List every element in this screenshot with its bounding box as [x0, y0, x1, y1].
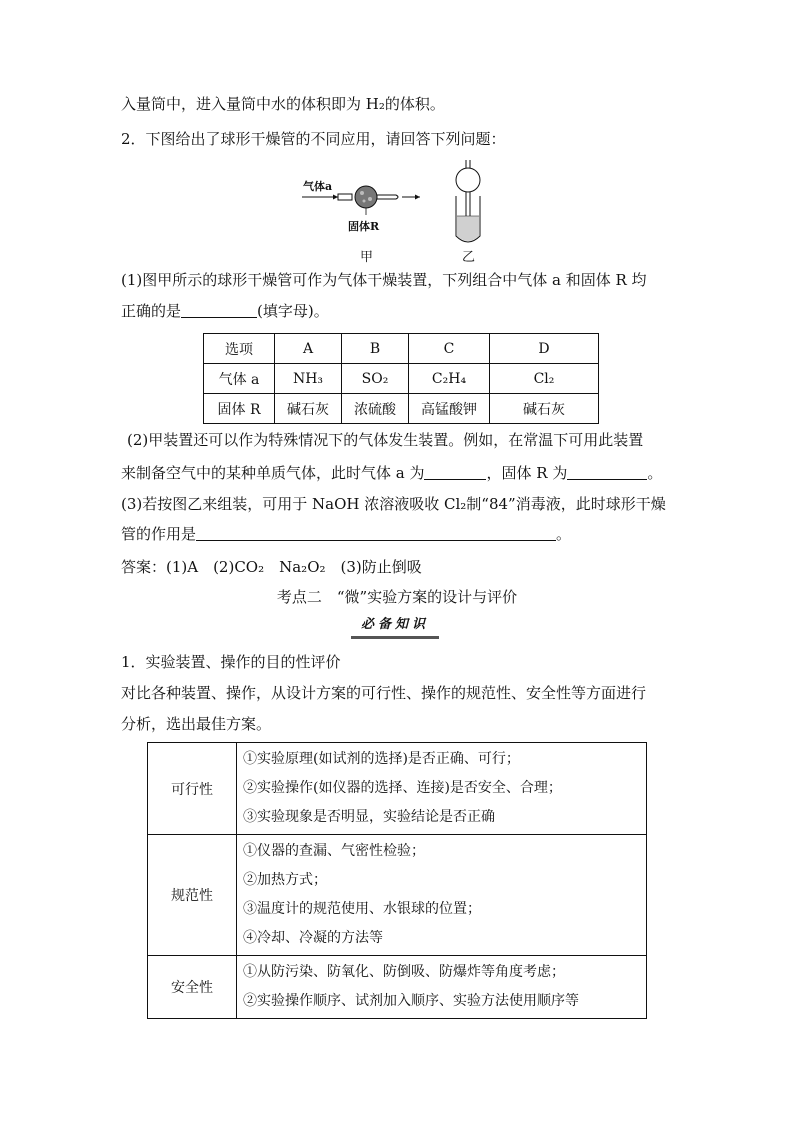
table-row — [204, 394, 599, 424]
category-cell: 规范性 — [148, 835, 237, 956]
table-cell: B — [342, 334, 409, 364]
table-row — [148, 743, 647, 835]
evaluation-table — [147, 742, 647, 1019]
list-item: ④冷却、冷凝的方法等 — [243, 930, 383, 946]
solid-r-label: 固体R — [348, 220, 380, 233]
table-cell: SO₂ — [342, 364, 409, 394]
question-3-prefix: 管的作用是 — [121, 525, 197, 543]
list-item: ③温度计的规范使用、水银球的位置； — [243, 901, 481, 917]
table-cell: 高锰酸钾 — [409, 394, 490, 424]
list-item: ②加热方式； — [243, 872, 327, 888]
figure-caption-yi: 乙 — [462, 250, 476, 265]
question-2-line-1: (2)甲装置还可以作为特殊情况下的气体发生装置。例如，在常温下可用此装置 — [127, 431, 644, 449]
category-cell: 安全性 — [148, 956, 237, 1019]
items-cell — [237, 835, 647, 956]
table-cell: 碱石灰 — [490, 394, 599, 424]
table-cell: 选项 — [204, 334, 275, 364]
table-cell: A — [275, 334, 342, 364]
drying-tube-figure — [300, 160, 520, 270]
question-1-suffix: (填字母)。 — [257, 302, 329, 320]
table-cell: 浓硫酸 — [342, 394, 409, 424]
question-1-line-2 — [121, 299, 681, 323]
option-table — [203, 333, 599, 424]
category-cell: 可行性 — [148, 743, 237, 835]
answer-blank-2b — [567, 463, 647, 480]
section-banner: 必备知识 — [351, 614, 439, 639]
point-1-title: 1．实验装置、操作的目的性评价 — [121, 653, 341, 671]
list-item: ①从防污染、防氧化、防倒吸、防爆炸等角度考虑； — [243, 964, 565, 980]
question-3-suffix: 。 — [556, 525, 572, 543]
point-1-body-line-2: 分析，选出最佳方案。 — [121, 715, 272, 733]
drying-tube-diagram — [300, 160, 520, 270]
question-3-line-2 — [121, 522, 681, 546]
question-1-line-1: (1)图甲所示的球形干燥管可作为气体干燥装置，下列组合中气体 a 和固体 R 均 — [121, 271, 647, 289]
question-2-line-2 — [121, 461, 681, 485]
table-cell: C₂H₄ — [409, 364, 490, 394]
table-row — [148, 956, 647, 1019]
items-cell — [237, 743, 647, 835]
question-2-middle: ，固体 R 为 — [486, 464, 568, 482]
list-item: ①仪器的查漏、气密性检验； — [243, 843, 425, 859]
table-cell: NH₃ — [275, 364, 342, 394]
point-1-body-line-1: 对比各种装置、操作，从设计方案的可行性、操作的规范性、安全性等方面进行 — [121, 684, 647, 702]
items-cell — [237, 956, 647, 1019]
table-cell: Cl₂ — [490, 364, 599, 394]
question-2-suffix: 。 — [647, 464, 663, 482]
table-cell: 碱石灰 — [275, 394, 342, 424]
gas-a-label: 气体a — [303, 180, 333, 193]
question-2-prefix: 来制备空气中的某种单质气体，此时气体 a 为 — [121, 464, 425, 482]
figure-caption-jia: 甲 — [360, 250, 374, 265]
table-cell: D — [490, 334, 599, 364]
question-1-prefix: 正确的是 — [121, 302, 182, 320]
list-item: ③实验现象是否明显，实验结论是否正确 — [243, 809, 495, 825]
answer-blank-1 — [181, 301, 257, 318]
answer-line: 答案：(1)A (2)CO₂ Na₂O₂ (3)防止倒吸 — [121, 558, 422, 576]
table-row — [148, 835, 647, 956]
list-item: ①实验原理(如试剂的选择)是否正确、可行； — [243, 751, 520, 767]
list-item: ②实验操作顺序、试剂加入顺序、实验方法使用顺序等 — [243, 993, 579, 1009]
section-title: 考点二 “微”实验方案的设计与评价 — [276, 588, 518, 606]
question-2-intro: 2．下图给出了球形干燥管的不同应用，请回答下列问题： — [121, 130, 506, 148]
list-item: ②实验操作(如仪器的选择、连接)是否安全、合理； — [243, 780, 562, 796]
table-cell: C — [409, 334, 490, 364]
question-3-line-1: (3)若按图乙来组装，可用于 NaOH 浓溶液吸收 Cl₂制“84”消毒液，此时球形干燥 — [121, 495, 666, 513]
table-cell: 气体 a — [204, 364, 275, 394]
intro-line: 入量筒中，进入量筒中水的体积即为 H₂的体积。 — [121, 95, 445, 113]
answer-blank-2a — [424, 463, 486, 480]
table-cell: 固体 R — [204, 394, 275, 424]
table-row — [204, 334, 599, 364]
table-row — [204, 364, 599, 394]
answer-blank-3 — [196, 524, 556, 541]
